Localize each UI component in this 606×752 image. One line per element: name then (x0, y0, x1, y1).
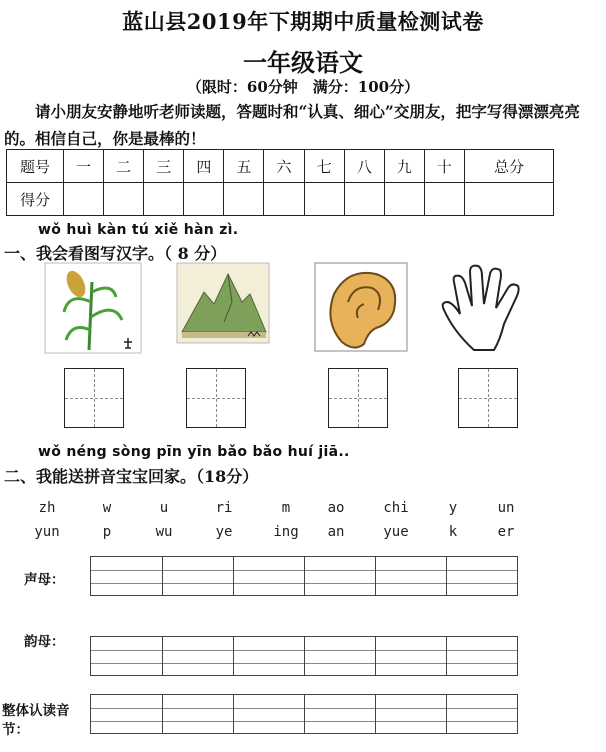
finals-writing-grid[interactable] (90, 636, 518, 676)
whole-syllable-label: 整体认读音节： (2, 703, 70, 738)
pinyin-item: yun (34, 524, 60, 540)
ear-image (314, 262, 408, 352)
score-blank[interactable] (224, 183, 264, 216)
exam-title: 蓝山县2019年下期期中质量检测试卷 (122, 9, 484, 34)
score-cell: 二 (104, 150, 144, 183)
score-cell: 五 (224, 150, 264, 183)
score-table (6, 149, 554, 216)
hand-image (434, 262, 534, 352)
score-table-score-row (7, 183, 554, 216)
pinyin-item: w (102, 500, 112, 516)
score-blank[interactable] (384, 183, 424, 216)
score-blank[interactable] (424, 183, 464, 216)
score-cell: 得分 (7, 183, 64, 216)
score-blank[interactable] (264, 183, 304, 216)
writing-box[interactable] (64, 368, 124, 428)
pinyin-item: p (102, 524, 112, 540)
pinyin-item: ing (273, 524, 299, 540)
mountain-image (176, 262, 270, 344)
score-cell: 八 (344, 150, 384, 183)
pinyin-item: u (159, 500, 169, 516)
score-blank[interactable] (344, 183, 384, 216)
pinyin-item: ri (215, 500, 233, 516)
score-cell: 题号 (7, 150, 64, 183)
pinyin-item: yue (383, 524, 409, 540)
q2-pinyin: wǒ néng sòng pīn yīn bǎo bǎo huí jiā.. (38, 444, 350, 460)
pinyin-item: ao (327, 500, 345, 516)
score-blank[interactable] (144, 183, 184, 216)
score-cell: 六 (264, 150, 304, 183)
score-table-header-row (7, 150, 554, 183)
pinyin-item: y (448, 500, 458, 516)
whole-syllable-writing-grid[interactable] (90, 694, 518, 734)
exam-subtitle: 一年级语文 (243, 48, 363, 77)
score-blank[interactable] (64, 183, 104, 216)
score-blank[interactable] (304, 183, 344, 216)
q1-pinyin: wǒ huì kàn tú xiě hàn zì. (38, 222, 239, 238)
rice-plant-image (44, 262, 142, 354)
pinyin-item: chi (383, 500, 409, 516)
exam-meta: （限时：60分钟 满分：100分） (186, 78, 420, 96)
score-cell: 总分 (465, 150, 554, 183)
writing-box[interactable] (328, 368, 388, 428)
score-blank[interactable] (104, 183, 144, 216)
score-blank[interactable] (465, 183, 554, 216)
score-blank[interactable] (184, 183, 224, 216)
score-cell: 十 (424, 150, 464, 183)
score-cell: 三 (144, 150, 184, 183)
exam-intro: 请小朋友安静地听老师读题，答题时和“认真、细心”交朋友，把字写得漂漂亮亮的。相信自己，你是最棒的！ (4, 102, 580, 148)
initials-writing-grid[interactable] (90, 556, 518, 596)
score-cell: 七 (304, 150, 344, 183)
pinyin-item: wu (155, 524, 173, 540)
q2-heading: 二、我能送拼音宝宝回家。（18分） (4, 467, 259, 486)
pinyin-item: ye (215, 524, 233, 540)
pinyin-item: k (448, 524, 458, 540)
pinyin-item: er (497, 524, 515, 540)
pinyin-item: m (281, 500, 291, 516)
q1-heading: 一、我会看图写汉字。（ 8 分） (4, 244, 227, 263)
pinyin-item: an (327, 524, 345, 540)
pinyin-item: un (497, 500, 515, 516)
writing-box[interactable] (186, 368, 246, 428)
score-cell: 四 (184, 150, 224, 183)
writing-box[interactable] (458, 368, 518, 428)
initials-label: 声母： (24, 572, 65, 588)
score-cell: 一 (64, 150, 104, 183)
finals-label: 韵母： (24, 634, 65, 650)
pinyin-item: zh (38, 500, 56, 516)
score-cell: 九 (384, 150, 424, 183)
